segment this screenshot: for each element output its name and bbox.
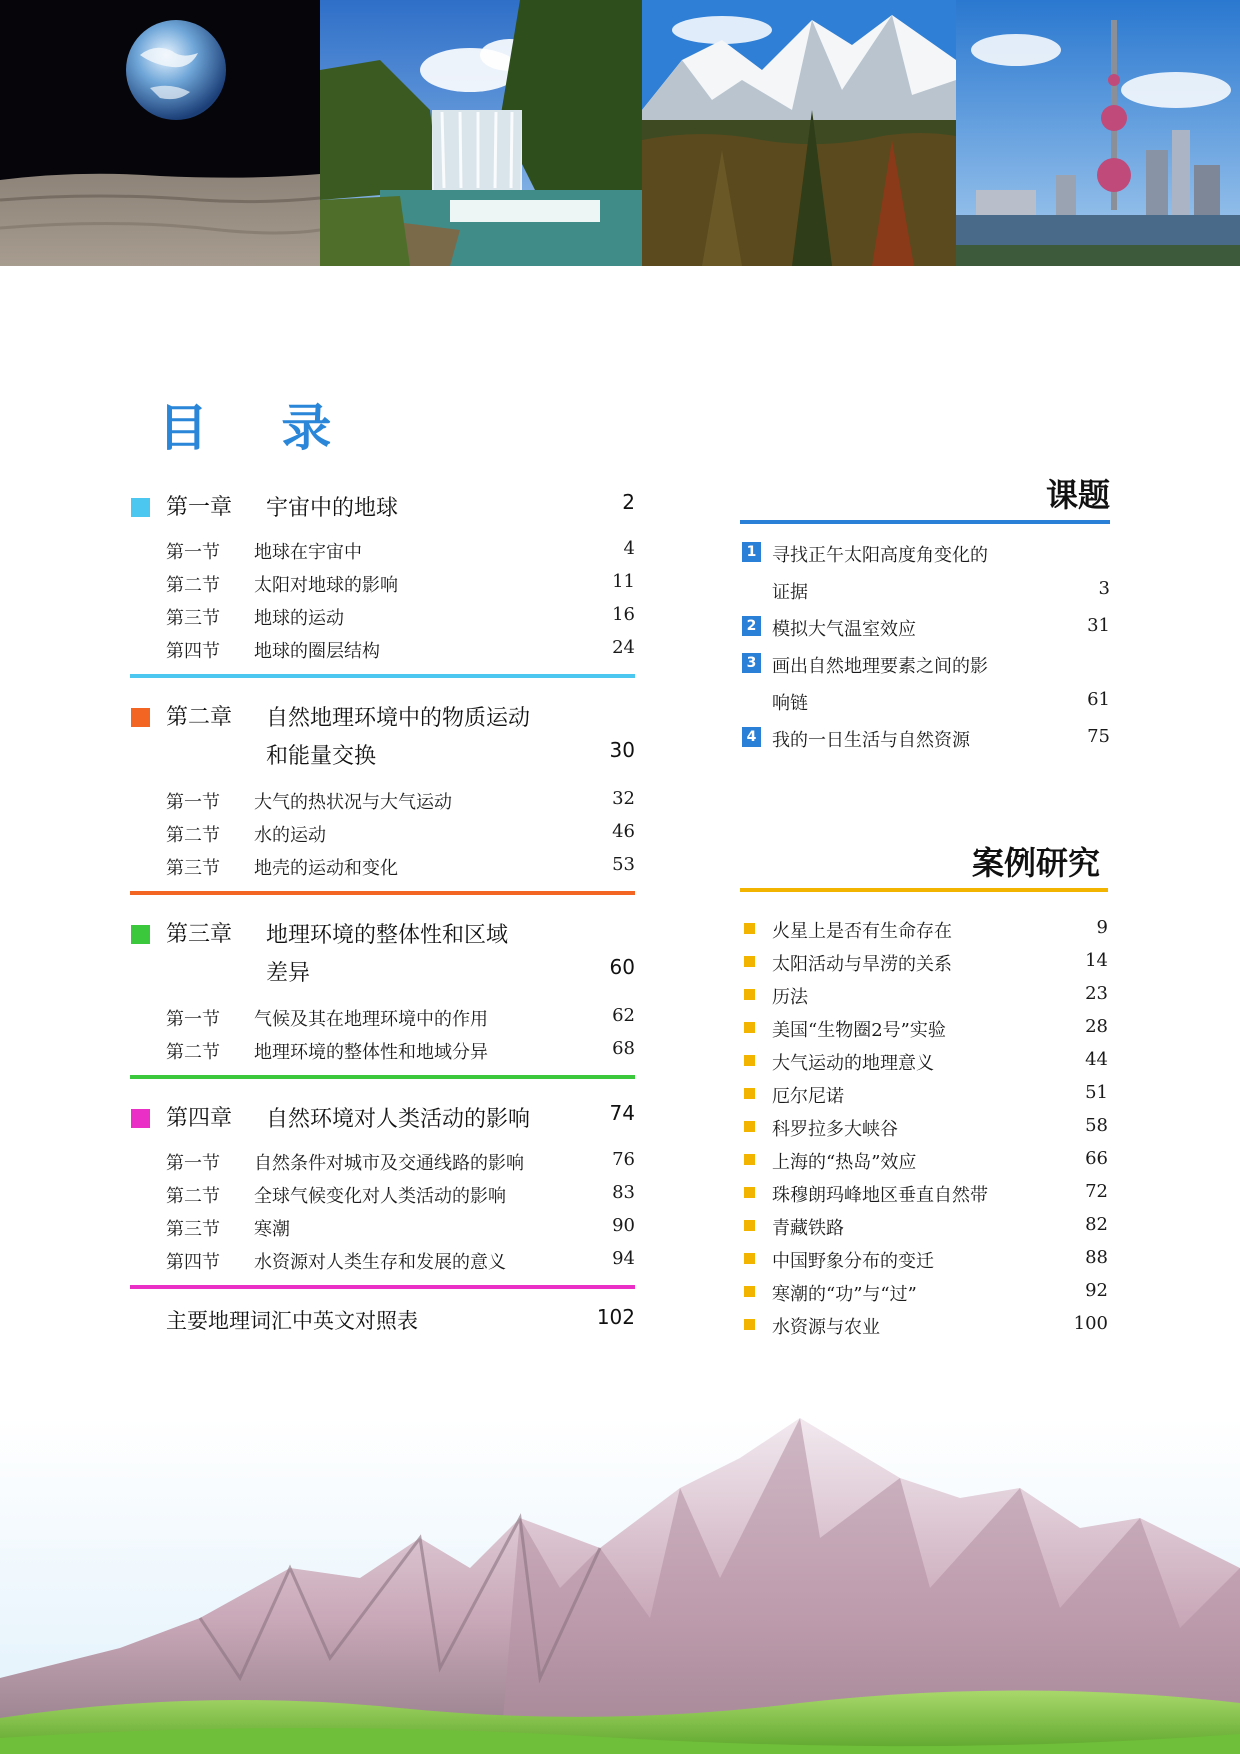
chapter-number: 第二章: [166, 705, 233, 730]
appendix-title: 主要地理词汇中英文对照表: [166, 1309, 418, 1333]
case-item[interactable]: 火星上是否有生命存在 9: [740, 914, 1108, 947]
chapter-heading[interactable]: [130, 696, 635, 772]
bullet-icon: [744, 1121, 755, 1132]
chapter-divider: [130, 1285, 635, 1289]
bullet-icon: [744, 956, 755, 967]
section-item[interactable]: 第一节 气候及其在地理环境中的作用 62: [166, 1005, 635, 1030]
chapter-heading[interactable]: [130, 486, 635, 522]
section-item[interactable]: 第三节 寒潮 90: [166, 1215, 635, 1240]
chapter-list: [130, 486, 635, 1339]
bullet-icon: [744, 1187, 755, 1198]
topic-number-badge: 3: [742, 653, 761, 673]
section-list: [130, 534, 635, 666]
photo-waterfall: [320, 0, 642, 266]
chapter-number: 第三章: [166, 922, 233, 947]
bullet-icon: [744, 1055, 755, 1066]
chapter-title: 自然环境对人类活动的影响: [266, 1107, 531, 1132]
section-item[interactable]: 第三节 地球的运动 16: [166, 604, 635, 629]
topic-number-badge: 2: [742, 616, 761, 636]
chapter-divider: [130, 674, 635, 678]
chapter-title: 自然地理环境中的物质运动 和能量交换: [266, 706, 531, 769]
chapter-marker-icon: [131, 925, 150, 944]
topic-item[interactable]: 3 画出自然地理要素之间的影 响链 61: [740, 649, 1110, 723]
case-item[interactable]: 上海的“热岛”效应 66: [740, 1145, 1108, 1178]
bullet-icon: [744, 1286, 755, 1297]
section-item[interactable]: 第二节 水的运动 46: [166, 821, 635, 846]
topic-item[interactable]: 1 寻找正午太阳高度角变化的 证据 3: [740, 538, 1110, 612]
section-item[interactable]: 第二节 太阳对地球的影响 11: [166, 571, 635, 596]
chapter-page: 74: [609, 1101, 635, 1125]
chapter-marker-icon: [131, 498, 150, 517]
chapter-number: 第四章: [166, 1106, 233, 1131]
chapter-1: [130, 486, 635, 678]
appendix-page: 102: [596, 1305, 635, 1329]
bullet-icon: [744, 989, 755, 1000]
topic-item[interactable]: 4 我的一日生活与自然资源 75: [740, 723, 1110, 760]
chapter-marker-icon: [131, 708, 150, 727]
section-item[interactable]: 第二节 全球气候变化对人类活动的影响 83: [166, 1182, 635, 1207]
case-studies-divider: [740, 888, 1108, 892]
section-item[interactable]: 第一节 大气的热状况与大气运动 32: [166, 788, 635, 813]
section-item[interactable]: 第一节 地球在宇宙中 4: [166, 538, 635, 563]
case-item[interactable]: 珠穆朗玛峰地区垂直自然带 72: [740, 1178, 1108, 1211]
case-item[interactable]: 水资源与农业 100: [740, 1310, 1108, 1343]
chapter-divider: [130, 1075, 635, 1079]
bullet-icon: [744, 1022, 755, 1033]
chapter-page: 2: [622, 490, 635, 514]
chapter-divider: [130, 891, 635, 895]
bullet-icon: [744, 1220, 755, 1231]
case-item[interactable]: 中国野象分布的变迁 88: [740, 1244, 1108, 1277]
section-list: [130, 1145, 635, 1277]
topic-list: [740, 538, 1110, 760]
bullet-icon: [744, 923, 755, 934]
case-list: [740, 914, 1108, 1343]
section-item[interactable]: 第四节 水资源对人类生存和发展的意义 94: [166, 1248, 635, 1273]
topics-divider: [740, 520, 1110, 524]
chapter-4: [130, 1097, 635, 1289]
section-item[interactable]: 第二节 地理环境的整体性和地域分异 68: [166, 1038, 635, 1063]
chapter-number: 第一章: [166, 495, 233, 520]
appendix-entry[interactable]: [130, 1303, 635, 1339]
case-item[interactable]: 科罗拉多大峡谷 58: [740, 1112, 1108, 1145]
bullet-icon: [744, 1319, 755, 1330]
topic-item[interactable]: 2 模拟大气温室效应 31: [740, 612, 1110, 649]
topics-panel: [740, 470, 1110, 760]
chapter-heading[interactable]: [130, 913, 635, 989]
section-item[interactable]: 第三节 地壳的运动和变化 53: [166, 854, 635, 879]
bullet-icon: [744, 1253, 755, 1264]
chapter-2: [130, 696, 635, 895]
case-item[interactable]: 历法 23: [740, 980, 1108, 1013]
section-item[interactable]: 第四节 地球的圈层结构 24: [166, 637, 635, 662]
mountain-illustration: [0, 1418, 1240, 1754]
page-title: 目 录: [158, 399, 360, 457]
case-item[interactable]: 太阳活动与旱涝的关系 14: [740, 947, 1108, 980]
chapter-3: [130, 913, 635, 1079]
section-item[interactable]: 第一节 自然条件对城市及交通线路的影响 76: [166, 1149, 635, 1174]
photo-strip: [0, 0, 1240, 266]
section-list: [130, 1001, 635, 1067]
chapter-title: 地理环境的整体性和区域 差异: [266, 923, 509, 986]
chapter-marker-icon: [131, 1109, 150, 1128]
chapter-heading[interactable]: [130, 1097, 635, 1133]
topic-number-badge: 4: [742, 727, 761, 747]
topics-heading: 课题: [1045, 476, 1110, 514]
case-item[interactable]: 大气运动的地理意义 44: [740, 1046, 1108, 1079]
case-item[interactable]: 厄尔尼诺 51: [740, 1079, 1108, 1112]
bullet-icon: [744, 1088, 755, 1099]
case-item[interactable]: 寒潮的“功”与“过” 92: [740, 1277, 1108, 1310]
case-studies-heading: 案例研究: [971, 844, 1100, 882]
case-studies-panel: [740, 838, 1108, 1343]
topic-number-badge: 1: [742, 542, 761, 562]
bullet-icon: [744, 1154, 755, 1165]
photo-snow-mountain: [642, 0, 956, 266]
section-list: [130, 784, 635, 883]
chapter-title: 宇宙中的地球: [266, 496, 399, 521]
photo-earth-rising: [0, 0, 320, 266]
chapter-page: 30: [609, 738, 635, 762]
chapter-page: 60: [609, 955, 635, 979]
case-item[interactable]: 青藏铁路 82: [740, 1211, 1108, 1244]
case-item[interactable]: 美国“生物圈2号”实验 28: [740, 1013, 1108, 1046]
photo-city-skyline: [956, 0, 1240, 266]
